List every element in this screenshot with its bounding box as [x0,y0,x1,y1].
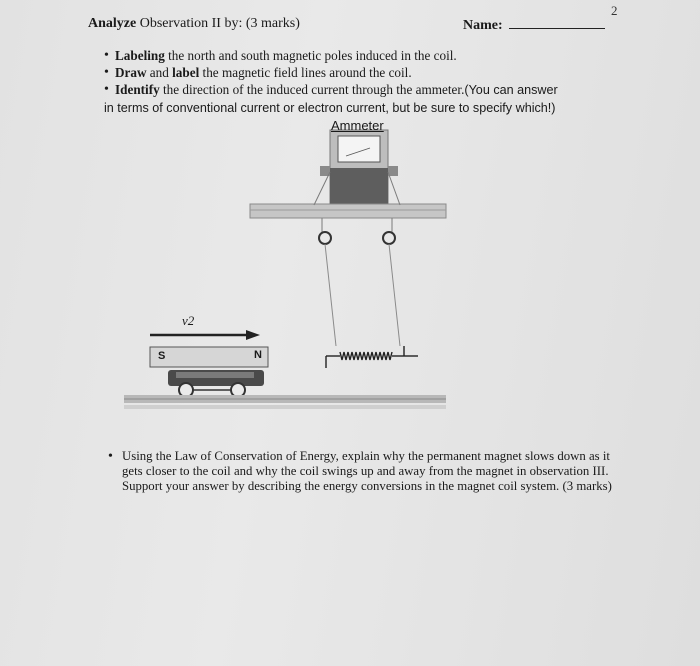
instruction-text: the north and south magnetic poles induced in the coil. [164,48,457,63]
instruction-keyword: label [172,65,200,80]
instruction-note-cont: in terms of conventional current or electron current, but be sure to specify which!) [104,101,556,115]
instruction-text: and [146,65,173,80]
pivot-terminal-right [383,232,395,244]
magnet-north-label: N [254,349,262,361]
instruction-keyword: Identify [115,82,160,97]
instruction-note: (You can answer [464,83,558,97]
ammeter-icon [320,130,398,208]
title-rest: Observation II by: (3 marks) [136,16,300,31]
magnet-south-label: S [158,350,166,362]
velocity-label: v2 [182,313,195,328]
question-block [108,449,618,494]
track [124,395,446,409]
instruction-text: the magnetic field lines around the coil. [199,65,412,80]
ammeter-label: Ammeter [331,118,384,133]
hanging-wires [325,244,400,346]
instruction-text: the direction of the induced current through the ammeter. [159,82,465,97]
question-text: Using the Law of Conservation of Energy, explain why the permanent magnet slows down as it gets closer to the coil and why the coil swings up and away from the magnet in observation III. Support your answer by describing the energy conversions in the magnet coil system. (3 marks) [122,449,612,493]
support-beam [250,204,446,218]
title-bold: Analyze [88,16,137,31]
bar-magnet [150,347,268,367]
coil-icon [326,346,418,368]
page-number: 2 [611,3,618,18]
instruction-keyword: Draw [115,65,147,80]
pivot-terminal-left [319,232,331,244]
question-bullet: • [108,449,113,464]
instruction-keyword: Labeling [115,48,165,63]
cart-icon [168,370,264,397]
velocity-arrow-icon [150,330,260,340]
name-label: Name: [463,18,503,33]
